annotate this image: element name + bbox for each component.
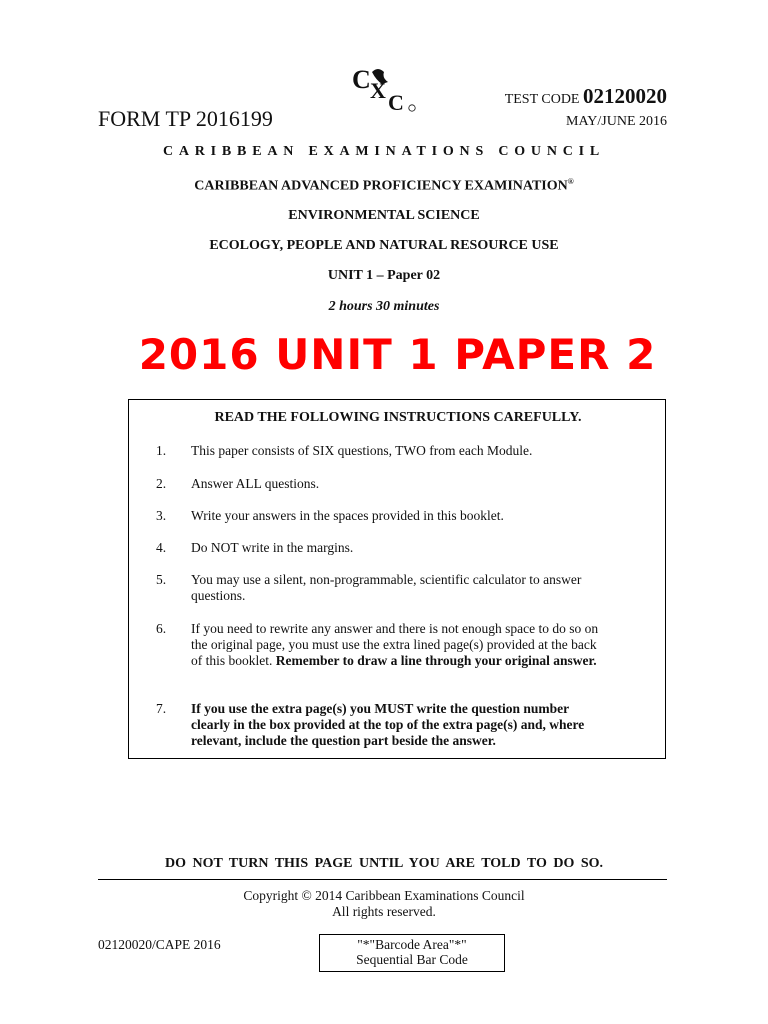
exam-session: MAY/JUNE 2016 [566,114,667,129]
barcode-area [319,934,505,972]
divider [98,879,667,880]
test-code-value: 02120020 [583,84,667,108]
subject-title: ENVIRONMENTAL SCIENCE [288,208,480,223]
instruction-text [191,701,611,749]
barcode-sublabel: Sequential Bar Code [356,952,468,967]
paper-stamp: 2016 UNIT 1 PAPER 2 [138,330,657,379]
exam-title-text: CARIBBEAN ADVANCED PROFICIENCY EXAMINATION [194,178,568,194]
copyright-line: Copyright © 2014 Caribbean Examinations Council [243,888,525,903]
instructions-box [128,399,666,759]
instruction-text-bold: Remember to draw a line through your original answer. [275,653,597,668]
instruction-number: 2. [156,476,167,491]
exam-duration: 2 hours 30 minutes [328,299,440,314]
exam-title [0,177,768,195]
test-code-label: TEST CODE [504,92,580,107]
form-number: FORM TP 2016199 [98,106,273,131]
instruction-number: 7. [156,701,167,716]
cxc-logo-icon [348,64,420,114]
instruction-number: 5. [156,572,167,587]
council-name: CARIBBEAN EXAMINATIONS COUNCIL [162,144,606,159]
svg-text:C: C [352,65,371,94]
instruction-number: 3. [156,508,167,523]
instruction-text: You may use a silent, non-programmable, scientific calculator to answer questions. [191,572,582,603]
rights-line: All rights reserved. [332,904,436,919]
barcode-label: "*"Barcode Area"*" [357,937,467,952]
do-not-turn-warning: DO NOT TURN THIS PAGE UNTIL YOU ARE TOLD TO DO SO. [164,856,604,871]
instruction-text [191,621,611,669]
registered-mark: ® [567,177,574,186]
instruction-number: 4. [156,540,167,555]
module-title: ECOLOGY, PEOPLE AND NATURAL RESOURCE USE [209,238,559,253]
instruction-text: Do NOT write in the margins. [191,540,354,555]
svg-text:X: X [370,78,386,103]
test-code [460,84,667,109]
instruction-text: This paper consists of SIX questions, TWO from each Module. [191,443,533,458]
instruction-number: 6. [156,621,167,636]
instruction-number: 1. [156,443,167,458]
instruction-text: Write your answers in the spaces provided in this booklet. [191,508,504,523]
instruction-text-plain: If you need to rewrite any answer and there is not enough space to do so on the original page, you must use the extra lined page(s) provided at the back of this booklet. [191,621,599,668]
instruction-text-bold: If you use the extra page(s) you MUST write the question number clearly in the box provided at the top of the extra page(s) and, where relevant, include the question part beside the answer. [191,701,585,748]
copyright-notice [0,888,768,920]
instructions-title: READ THE FOLLOWING INSTRUCTIONS CAREFULLY. [214,410,582,425]
paper-code: 02120020/CAPE 2016 [98,937,221,952]
unit-title: UNIT 1 – Paper 02 [327,268,441,283]
svg-text:C: C [388,90,404,114]
instruction-text: Answer ALL questions. [191,476,320,491]
